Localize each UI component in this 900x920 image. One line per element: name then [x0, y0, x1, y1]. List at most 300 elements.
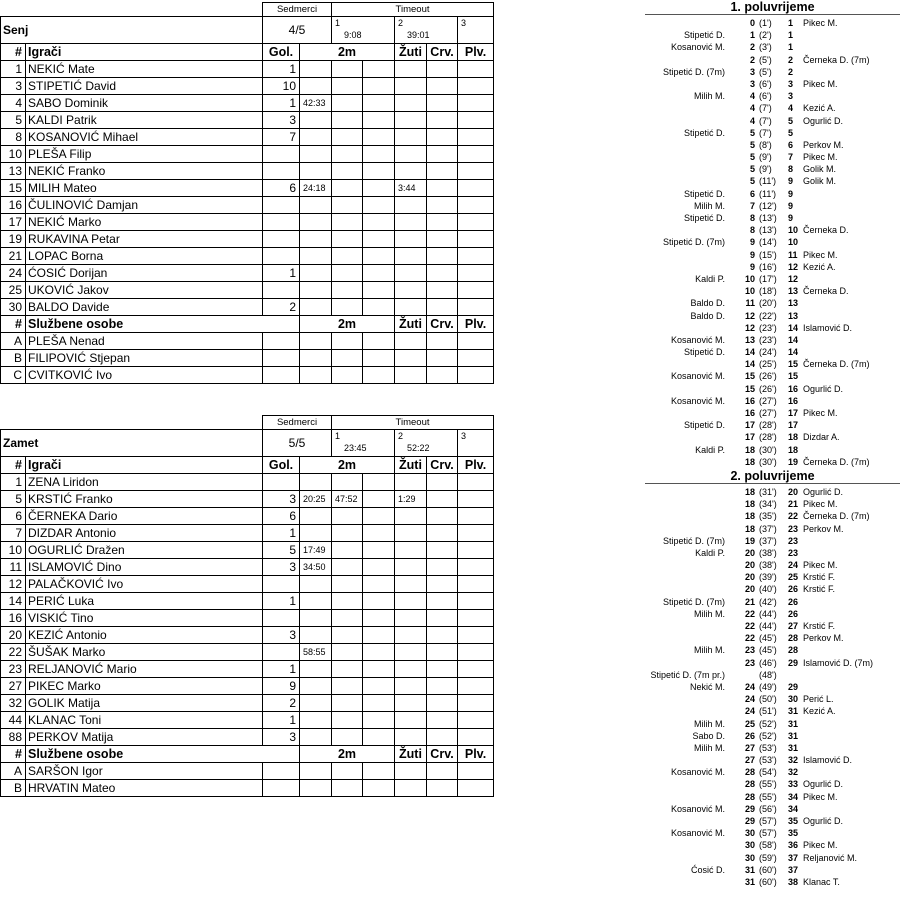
player-red	[427, 661, 458, 678]
official-yellow	[395, 367, 427, 384]
player-red	[427, 299, 458, 316]
official-gol	[263, 763, 300, 780]
away-score: 32	[788, 755, 799, 766]
away-score: 24	[788, 560, 799, 571]
player-blue	[458, 576, 494, 593]
player-red	[427, 214, 458, 231]
player-2m-3	[363, 78, 395, 95]
score-event	[645, 90, 900, 102]
timeout-2-time: 39:01	[407, 30, 430, 40]
away-score: 35	[788, 816, 799, 826]
player-name: PERIĆ Luka	[26, 593, 263, 610]
score-event	[645, 693, 900, 705]
player-yellow: 1:29	[395, 491, 427, 508]
score-event	[645, 444, 900, 456]
official-letter: B	[1, 350, 26, 367]
score-event	[645, 456, 900, 468]
player-red	[427, 525, 458, 542]
timeout-3	[458, 17, 494, 44]
player-2m-2	[332, 525, 363, 542]
player-goals: 2	[263, 695, 300, 712]
away-score: 5	[788, 115, 794, 126]
col-num: #	[1, 746, 26, 763]
official-2m-3	[363, 763, 395, 780]
score-event	[645, 346, 900, 358]
player-red	[427, 231, 458, 248]
player-number: 5	[1, 491, 26, 508]
event-minute: (35')	[759, 511, 777, 522]
score-event	[645, 742, 900, 754]
score-event	[645, 66, 900, 78]
home-score: 5	[749, 139, 755, 150]
player-yellow	[395, 163, 427, 180]
score-event	[645, 200, 900, 212]
home-score: 20	[744, 547, 755, 558]
player-blue	[458, 508, 494, 525]
player-yellow	[395, 678, 427, 695]
col-2m: 2m	[300, 316, 395, 333]
away-score: 20	[788, 486, 799, 497]
away-score: 14	[788, 334, 799, 345]
home-score: 22	[744, 633, 755, 644]
home-score: 18	[744, 499, 755, 510]
event-minute: (11')	[759, 176, 777, 187]
player-blue	[458, 525, 494, 542]
away-score: 21	[788, 499, 799, 510]
event-minute: (28')	[759, 432, 777, 443]
event-minute: (31')	[759, 486, 777, 497]
player-blue	[458, 129, 494, 146]
event-minute: (58')	[759, 840, 777, 851]
player-2m-3	[363, 95, 395, 112]
player-row	[1, 248, 494, 265]
score-event	[645, 608, 900, 620]
player-goals: 10	[263, 78, 300, 95]
score-event	[645, 188, 900, 200]
official-letter: A	[1, 763, 26, 780]
home-score: 10	[744, 273, 755, 284]
event-minute: (2')	[759, 30, 772, 41]
timeout-label: Timeout	[332, 416, 494, 430]
official-2m-1	[300, 763, 332, 780]
away-score: 4	[788, 103, 794, 114]
player-red	[427, 712, 458, 729]
home-scorer: Sabo D.	[692, 730, 725, 741]
player-2m-1	[300, 214, 332, 231]
timeout-3-label: 3	[461, 18, 467, 28]
player-yellow	[395, 231, 427, 248]
col-plv: Plv.	[458, 44, 494, 61]
away-scorer: Krstić F.	[803, 621, 836, 631]
player-yellow	[395, 695, 427, 712]
official-red	[427, 350, 458, 367]
event-minute: (45')	[759, 633, 777, 644]
player-2m-2: 47:52	[332, 491, 363, 508]
away-score: 2	[788, 54, 794, 65]
event-minute: (17')	[759, 273, 777, 284]
home-score: 5	[749, 152, 755, 163]
away-scorer: Golik M.	[803, 176, 837, 187]
score-event	[645, 102, 900, 114]
player-red	[427, 163, 458, 180]
player-red	[427, 508, 458, 525]
player-number: 1	[1, 61, 26, 78]
player-2m-2	[332, 542, 363, 559]
player-yellow	[395, 576, 427, 593]
event-minute: (52')	[759, 718, 777, 729]
player-goals: 1	[263, 95, 300, 112]
player-number: 14	[1, 593, 26, 610]
player-blue	[458, 265, 494, 282]
player-number: 22	[1, 644, 26, 661]
player-goals	[263, 282, 300, 299]
away-scorer: Ogurlić D.	[803, 486, 844, 497]
home-scorer: Kosanović M.	[670, 395, 725, 406]
player-name: RUKAVINA Petar	[26, 231, 263, 248]
col-gol: Gol.	[263, 44, 300, 61]
away-score: 22	[788, 511, 799, 522]
player-red	[427, 559, 458, 576]
col-plv: Plv.	[458, 457, 494, 474]
official-red	[427, 763, 458, 780]
home-score: 21	[744, 596, 755, 607]
home-score: 22	[744, 621, 755, 631]
away-scorer: Pikec M.	[803, 408, 838, 418]
home-score: 24	[744, 694, 755, 705]
score-event	[645, 718, 900, 730]
official-row	[1, 367, 494, 384]
player-number: 21	[1, 248, 26, 265]
away-score: 17	[788, 420, 799, 431]
official-row	[1, 780, 494, 797]
player-row	[1, 525, 494, 542]
away-score: 26	[788, 596, 799, 607]
col-num: #	[1, 316, 26, 333]
score-event	[645, 273, 900, 285]
event-minute: (6')	[759, 91, 772, 102]
player-number: 17	[1, 214, 26, 231]
player-goals	[263, 576, 300, 593]
player-2m-3	[363, 491, 395, 508]
player-number: 16	[1, 610, 26, 627]
player-2m-2	[332, 95, 363, 112]
event-minute: (55')	[759, 779, 777, 790]
player-row	[1, 61, 494, 78]
away-score: 9	[788, 188, 794, 199]
event-minute: (5')	[759, 54, 772, 65]
official-yellow	[395, 763, 427, 780]
player-name: ĆOSIĆ Dorijan	[26, 265, 263, 282]
score-event	[645, 510, 900, 522]
player-name: KOSANOVIĆ Mihael	[26, 129, 263, 146]
away-score: 28	[788, 633, 799, 644]
score-event	[645, 419, 900, 431]
home-scorer: Kaldi P.	[695, 547, 725, 558]
player-yellow: 3:44	[395, 180, 427, 197]
score-event	[645, 236, 900, 248]
player-number: 12	[1, 576, 26, 593]
player-red	[427, 180, 458, 197]
score-event	[645, 657, 900, 669]
player-name: NEKIĆ Marko	[26, 214, 263, 231]
home-score: 19	[744, 535, 755, 546]
player-2m-3	[363, 559, 395, 576]
timeout-label: Timeout	[332, 3, 494, 17]
home-score: 2	[749, 42, 755, 53]
player-2m-3	[363, 610, 395, 627]
away-score: 28	[788, 645, 799, 656]
player-2m-3	[363, 61, 395, 78]
away-score: 38	[788, 876, 799, 887]
player-2m-1: 17:49	[300, 542, 332, 559]
player-2m-3	[363, 661, 395, 678]
event-minute: (55')	[759, 791, 777, 802]
player-2m-1	[300, 610, 332, 627]
official-letter: A	[1, 333, 26, 350]
home-score: 18	[744, 523, 755, 534]
home-scorer: Milih M.	[694, 200, 725, 211]
away-scorer: Islamović D.	[803, 322, 853, 333]
event-minute: (53')	[759, 742, 777, 753]
event-minute: (37')	[759, 535, 777, 546]
home-scorer: Nekić M.	[689, 681, 725, 692]
player-goals: 3	[263, 112, 300, 129]
player-name: ISLAMOVIĆ Dino	[26, 559, 263, 576]
home-score: 17	[744, 432, 755, 443]
timeout-2-label: 2	[398, 431, 404, 441]
event-minute: (23')	[759, 322, 777, 333]
away-scorer: Islamović D. (7m)	[803, 657, 874, 668]
player-yellow	[395, 112, 427, 129]
home-scorer: Stipetić D.	[683, 347, 725, 358]
event-minute: (24')	[759, 347, 777, 358]
player-blue	[458, 644, 494, 661]
player-red	[427, 146, 458, 163]
away-score: 31	[788, 706, 799, 717]
player-row	[1, 678, 494, 695]
away-scorer: Perkov M.	[803, 523, 844, 534]
event-minute: (52')	[759, 730, 777, 741]
timeout-1-time: 9:08	[344, 30, 362, 40]
player-number: 25	[1, 282, 26, 299]
home-score: 29	[744, 816, 755, 826]
half1-events	[645, 17, 900, 468]
player-blue	[458, 593, 494, 610]
player-2m-2	[332, 180, 363, 197]
player-row	[1, 180, 494, 197]
player-yellow	[395, 197, 427, 214]
player-2m-1: 24:18	[300, 180, 332, 197]
official-red	[427, 367, 458, 384]
official-yellow	[395, 333, 427, 350]
player-blue	[458, 197, 494, 214]
player-goals	[263, 163, 300, 180]
official-2m-1	[300, 350, 332, 367]
away-score: 31	[788, 742, 799, 753]
player-2m-3	[363, 248, 395, 265]
event-minute: (51')	[759, 706, 777, 717]
home-score: 14	[744, 347, 755, 358]
player-2m-1	[300, 265, 332, 282]
home-score: 18	[744, 486, 755, 497]
home-score: 7	[749, 200, 755, 211]
col-zuti: Žuti	[395, 746, 427, 763]
player-blue	[458, 231, 494, 248]
player-2m-2	[332, 78, 363, 95]
home-scorer: Kosanović M.	[670, 42, 725, 53]
roster-table	[0, 415, 494, 797]
player-red	[427, 610, 458, 627]
official-2m-2	[332, 367, 363, 384]
event-minute: (27')	[759, 395, 777, 406]
home-score: 31	[744, 876, 755, 887]
official-row	[1, 763, 494, 780]
event-minute: (16')	[759, 261, 777, 272]
player-2m-1	[300, 197, 332, 214]
player-goals: 5	[263, 542, 300, 559]
away-score: 33	[788, 779, 799, 790]
away-score: 15	[788, 359, 799, 370]
score-event	[645, 224, 900, 236]
home-scorer: Stipetić D.	[683, 127, 725, 138]
player-row	[1, 576, 494, 593]
home-score: 18	[744, 511, 755, 522]
player-2m-2	[332, 559, 363, 576]
col-officials: Službene osobe	[26, 316, 300, 333]
player-2m-1	[300, 593, 332, 610]
home-score: 0	[749, 18, 755, 28]
home-score: 4	[749, 103, 755, 114]
away-score: 26	[788, 584, 799, 595]
player-red	[427, 644, 458, 661]
home-scorer: Stipetić D. (7m)	[662, 66, 725, 77]
score-event	[645, 571, 900, 583]
away-score: 3	[788, 91, 794, 102]
player-2m-2	[332, 299, 363, 316]
player-row	[1, 265, 494, 282]
player-name: KEZIĆ Antonio	[26, 627, 263, 644]
player-row	[1, 299, 494, 316]
away-score: 18	[788, 432, 799, 443]
score-event	[645, 322, 900, 334]
player-2m-1	[300, 576, 332, 593]
event-minute: (44')	[759, 621, 777, 631]
score-event	[645, 175, 900, 187]
event-minute: (46')	[759, 657, 777, 668]
player-2m-1	[300, 661, 332, 678]
home-scorer: Stipetić D. (7m)	[662, 237, 725, 248]
player-goals: 1	[263, 265, 300, 282]
away-scorer: Pikec M.	[803, 249, 838, 260]
away-score: 1	[788, 42, 794, 53]
player-row	[1, 729, 494, 746]
score-event	[645, 139, 900, 151]
away-scorer: Krstić F.	[803, 584, 836, 595]
away-score: 19	[788, 456, 799, 467]
player-2m-2	[332, 627, 363, 644]
player-2m-1	[300, 163, 332, 180]
away-score: 9	[788, 200, 794, 211]
event-minute: (27')	[759, 408, 777, 418]
home-score: 5	[749, 127, 755, 138]
player-2m-2	[332, 508, 363, 525]
away-score: 17	[788, 408, 799, 418]
home-score: 22	[744, 608, 755, 619]
event-minute: (9')	[759, 152, 772, 163]
score-event	[645, 669, 900, 681]
col-2m: 2m	[300, 457, 395, 474]
player-blue	[458, 214, 494, 231]
col-igraci: Igrači	[26, 457, 263, 474]
away-score: 31	[788, 718, 799, 729]
away-score: 23	[788, 523, 799, 534]
player-2m-3	[363, 644, 395, 661]
player-number: 4	[1, 95, 26, 112]
player-name: STIPETIĆ David	[26, 78, 263, 95]
away-score: 5	[788, 127, 794, 138]
official-row	[1, 333, 494, 350]
event-minute: (3')	[759, 42, 772, 53]
home-score: 20	[744, 560, 755, 571]
player-goals	[263, 248, 300, 265]
player-blue	[458, 78, 494, 95]
score-event	[645, 310, 900, 322]
player-name: NEKIĆ Mate	[26, 61, 263, 78]
player-name: BALDO Davide	[26, 299, 263, 316]
away-score: 18	[788, 444, 799, 455]
home-scorer: Stipetić D. (7m pr.)	[650, 669, 725, 680]
away-scorer: Perkov M.	[803, 633, 844, 644]
player-red	[427, 576, 458, 593]
score-event	[645, 644, 900, 656]
away-scorer: Černeka D. (7m)	[803, 456, 870, 467]
player-2m-3	[363, 525, 395, 542]
home-score: 6	[749, 188, 755, 199]
event-minute: (28')	[759, 420, 777, 431]
away-scorer: Černeka D. (7m)	[803, 511, 870, 522]
event-minute: (50')	[759, 694, 777, 705]
official-blue	[458, 350, 494, 367]
player-yellow	[395, 129, 427, 146]
home-scorer: Stipetić D. (7m)	[662, 535, 725, 546]
player-number: 13	[1, 163, 26, 180]
player-2m-1	[300, 61, 332, 78]
score-event	[645, 17, 900, 29]
away-score: 31	[788, 730, 799, 741]
score-event	[645, 370, 900, 382]
player-row	[1, 559, 494, 576]
home-score: 27	[744, 742, 755, 753]
home-score: 28	[744, 767, 755, 778]
player-name: ČULINOVIĆ Damjan	[26, 197, 263, 214]
away-score: 30	[788, 694, 799, 705]
home-score: 27	[744, 755, 755, 766]
player-blue	[458, 610, 494, 627]
score-event	[645, 486, 900, 498]
event-minute: (5')	[759, 66, 772, 77]
home-scorer: Milih M.	[694, 718, 725, 729]
player-2m-3	[363, 129, 395, 146]
event-minute: (6')	[759, 78, 772, 89]
away-scorer: Černeka D. (7m)	[803, 359, 870, 370]
player-2m-2	[332, 695, 363, 712]
away-scorer: Kezić A.	[803, 103, 836, 114]
home-score: 24	[744, 706, 755, 717]
player-red	[427, 491, 458, 508]
col-2m: 2m	[300, 44, 395, 61]
player-red	[427, 197, 458, 214]
official-2m-3	[363, 333, 395, 350]
